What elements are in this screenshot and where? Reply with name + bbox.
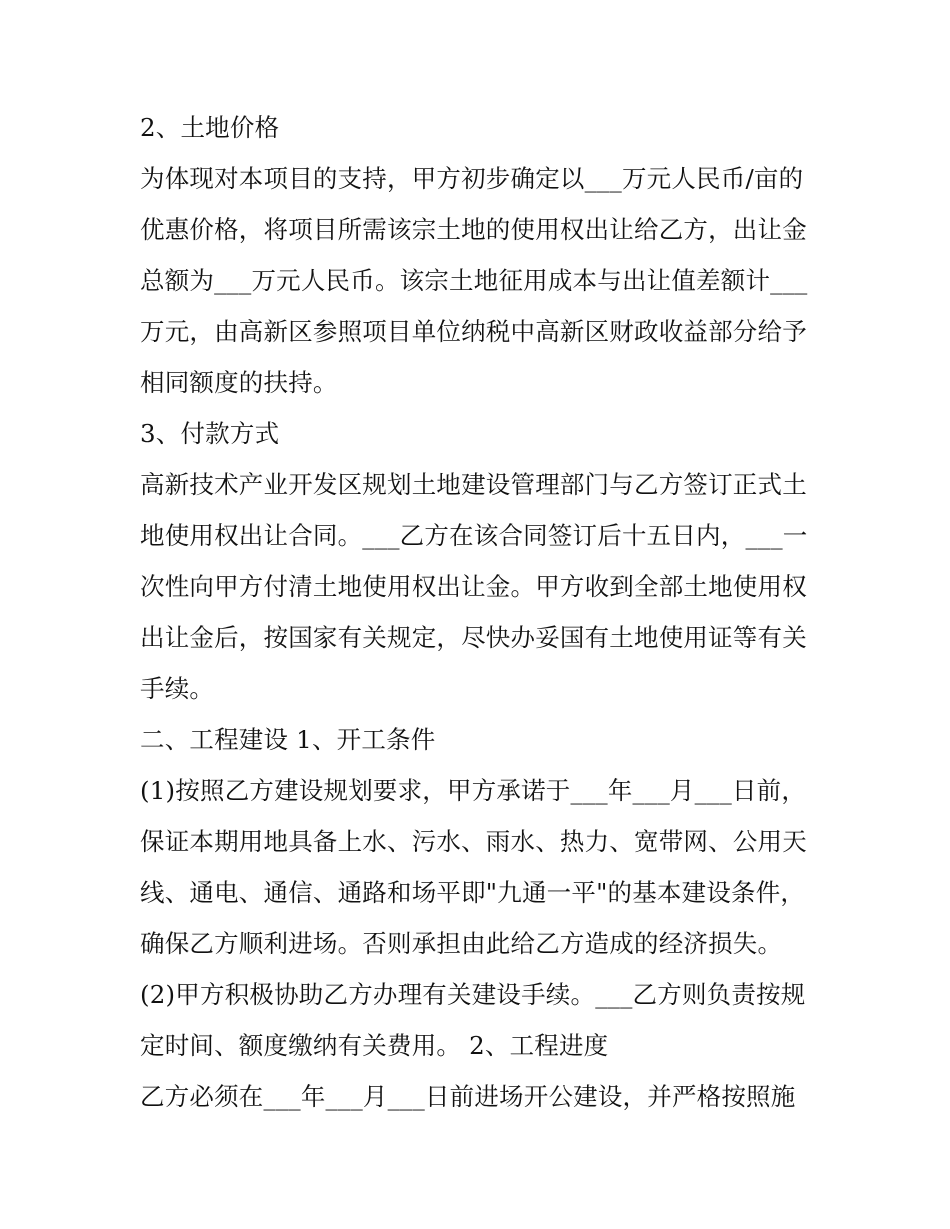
text-line: 相同额度的扶持。 bbox=[140, 368, 338, 397]
text-line: 为体现对本项目的支持，甲方初步确定以___万元人民币/亩的 bbox=[140, 164, 804, 193]
text-line: 优惠价格，将项目所需该宗土地的使用权出让给乙方，出让金 bbox=[140, 215, 807, 244]
text-line: 手续。 bbox=[140, 674, 215, 703]
text-line: 出让金后，按国家有关规定，尽快办妥国有土地使用证等有关 bbox=[140, 623, 807, 652]
text-line: 总额为___万元人民币。该宗土地征用成本与出让值差额计___ bbox=[140, 266, 808, 295]
document-body bbox=[140, 102, 820, 1122]
section-heading-construction: 二、工程建设 1、开工条件 bbox=[140, 725, 436, 754]
text-line: 地使用权出让合同。___乙方在该合同签订后十五日内，___一 bbox=[140, 521, 808, 550]
section-heading-payment-method: 3、付款方式 bbox=[140, 419, 280, 448]
text-line: (2)甲方积极协助乙方办理有关建设手续。___乙方则负责按规 bbox=[140, 980, 806, 1009]
text-line: 确保乙方顺利进场。否则承担由此给乙方造成的经济损失。 bbox=[140, 929, 783, 958]
text-line: 保证本期用地具备上水、污水、雨水、热力、宽带网、公用天 bbox=[140, 827, 807, 856]
text-line: 高新技术产业开发区规划土地建设管理部门与乙方签订正式土 bbox=[140, 470, 807, 499]
text-line: (1)按照乙方建设规划要求，甲方承诺于___年___月___日前， bbox=[140, 776, 807, 805]
text-line: 线、通电、通信、通路和场平即"九通一平"的基本建设条件， bbox=[140, 878, 806, 907]
section-heading-land-price: 2、土地价格 bbox=[140, 113, 280, 142]
text-line: 万元，由高新区参照项目单位纳税中高新区财政收益部分给予 bbox=[140, 317, 807, 346]
text-line: 乙方必须在___年___月___日前进场开公建设，并严格按照施 bbox=[140, 1082, 796, 1111]
text-line: 定时间、额度缴纳有关费用。 2、工程进度 bbox=[140, 1031, 609, 1060]
text-line: 次性向甲方付清土地使用权出让金。甲方收到全部土地使用权 bbox=[140, 572, 807, 601]
